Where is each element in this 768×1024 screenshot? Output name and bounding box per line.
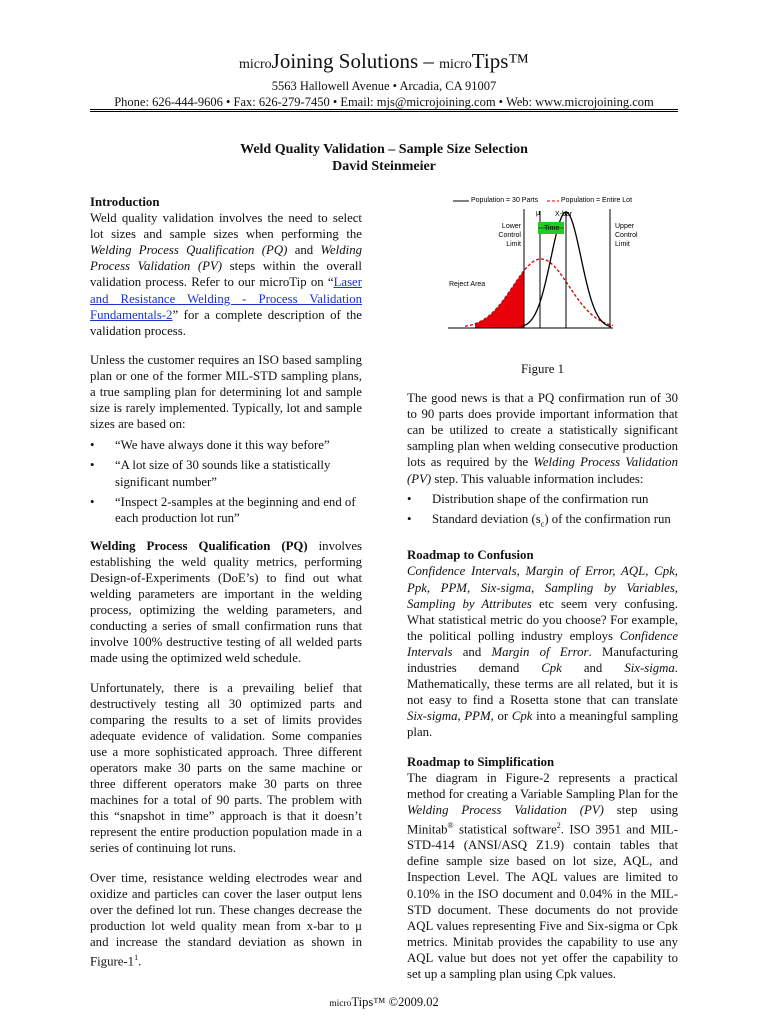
lower-control-limit-label: Lower Control Limit (498, 223, 521, 248)
snapshot-paragraph: Unfortunately, there is a prevailing belief that destructively testing all 30 optimized parts and comparing the results to a set of limits provides adequate evidence of validation. Some companies use a more sophisticated approach. Three different operators make 30 parts on the same machine or three different operators make 30 parts on three machines for a total of 90 parts. The problem with this “snapshot in time” approach is that it doesn’t represent the entire production population made in a series of continuing lot runs. (90, 680, 362, 856)
brand-name: microJoining Solutions – microTips™ (239, 49, 529, 73)
list-item: • “We have always done it this way before” (90, 438, 330, 453)
list-item: • “A lot size of 30 sounds like a statistically significant number” (90, 458, 331, 489)
process-validation-link[interactable]: Laser and Resistance Welding - Process Validation Fundamentals-2 (90, 275, 362, 322)
pq-paragraph: Welding Process Qualification (PQ) involves establishing the weld quality metrics, performing Design-of-Experiments (DoE’s) to find out what welding parameters are important in the welding process, optimizing the welding parameters, and conducting a series of small confirmation runs that involve 100% destructive testing of all welded parts made using the optimized weld schedule. (90, 538, 362, 666)
info-bullet-list (407, 491, 678, 533)
list-item: • Distribution shape of the confirmation run (407, 491, 649, 506)
contact-line: Phone: 626-444-9606 • Fax: 626-279-7450 • Email: mjs@microjoining.com • Web: www.microjoining.com (114, 95, 654, 109)
legend-solid-label: Population = 30 Parts (471, 197, 539, 204)
left-column (90, 194, 362, 982)
header-rule-top (90, 109, 678, 110)
figure-1-distribution-chart (445, 190, 685, 342)
letterhead (0, 48, 768, 110)
xbar-label: X-bar (555, 211, 573, 218)
time-label: Time (544, 225, 560, 232)
address: 5563 Hallowell Avenue • Arcadia, CA 91007 (271, 79, 497, 93)
header-rule-bottom (90, 111, 678, 112)
intro-paragraph: Weld quality validation involves the need to select lot sizes and sample sizes when performing the Welding Process Qualification (PQ) and Welding Process Validation (PV) steps within the overall validation process. Refer to our microTip on “Laser and Resistance Welding - Process Validation Fundamentals-2” for a complete description of the validation process. (90, 211, 362, 338)
mu-label: μ (536, 210, 541, 217)
list-item: • Standard deviation $(s_c)$ of the confirmation run (407, 511, 671, 529)
figure-caption: Figure 1 (520, 362, 564, 376)
reject-area-label: Reject Area (449, 281, 486, 288)
good-news-paragraph: The good news is that a PQ confirmation run of 30 to 90 parts does provide important information that can be utilized to create a statistically significant sampling plan when welding consecutive production lots as required by the Welding Process Validation (PV) step. This valuable information includes: (407, 391, 678, 486)
document-title: Weld Quality Validation – Sample Size Selection (240, 142, 528, 157)
author: David Steinmeier (332, 159, 436, 174)
wear-paragraph: Over time, resistance welding electrodes wear and oxidize and particles can cover the laser output lens over the defined lot run. These changes decrease the production lot weld quality mean from x-bar to μ and increase the standard deviation as shown in Figure-$1^1$. (90, 870, 362, 969)
lot-population-curve (465, 259, 613, 326)
simplification-paragraph: The diagram in Figure-2 represents a practical method for creating a Variable Sampling Plan for the Welding Process Validation (PV) step using Minitab® statistical software$^2$. ISO 3951 and MIL-STD-414 (ANSI/ASQ Z1.9) contain tables that define sample size based on lot size, AQL, and Inspection Level. The AQL values are limited to 0.10% in the ISO document and 0.04% in the MIL-STD document. These documents do not provide AQL values representing Five and Six-sigma or Cpk metrics. Minitab provides the capability to use any AQL value but does not yet offer the capability to set up a sampling plan using Cpk values. (407, 770, 678, 981)
section-heading-introduction: Introduction (90, 195, 160, 209)
page-footer: microTips™ ©2009.02 (329, 995, 439, 1009)
section-heading-confusion: Roadmap to Confusion (407, 548, 534, 563)
upper-control-limit-label: Upper Control Limit (615, 223, 638, 248)
document-title-block (0, 141, 768, 175)
right-column (407, 361, 678, 995)
confusion-paragraph: Confidence Intervals, Margin of Error, AQL, Cpk, Ppk, PPM, Six-sigma, Sampling by Variables, Sampling by Attributes etc seem very confusing. What statistical metric do you choose? For example, the political polling industry employs Confidence Intervals and Margin of Error. Manufacturing industries demand Cpk and Six-sigma. Mathematically, these terms are all related, but it is not easy to find a Rosetta stone that can translate Six-sigma, PPM, or Cpk into a meaningful sampling plan. (407, 564, 678, 740)
sampling-bullet-list (90, 437, 362, 525)
section-heading-simplification: Roadmap to Simplification (407, 754, 555, 769)
legend-dashed-label: Population = Entire Lot (561, 197, 633, 204)
sampling-paragraph: Unless the customer requires an ISO based sampling plan or one of the former MIL-STD sampling plans, a true sampling plan for determining lot and sample size is rarely implemented. Typically, lot and sample sizes are based on: (90, 352, 362, 432)
list-item: • “Inspect 2-samples at the beginning and end of each production lot run” (90, 494, 356, 525)
